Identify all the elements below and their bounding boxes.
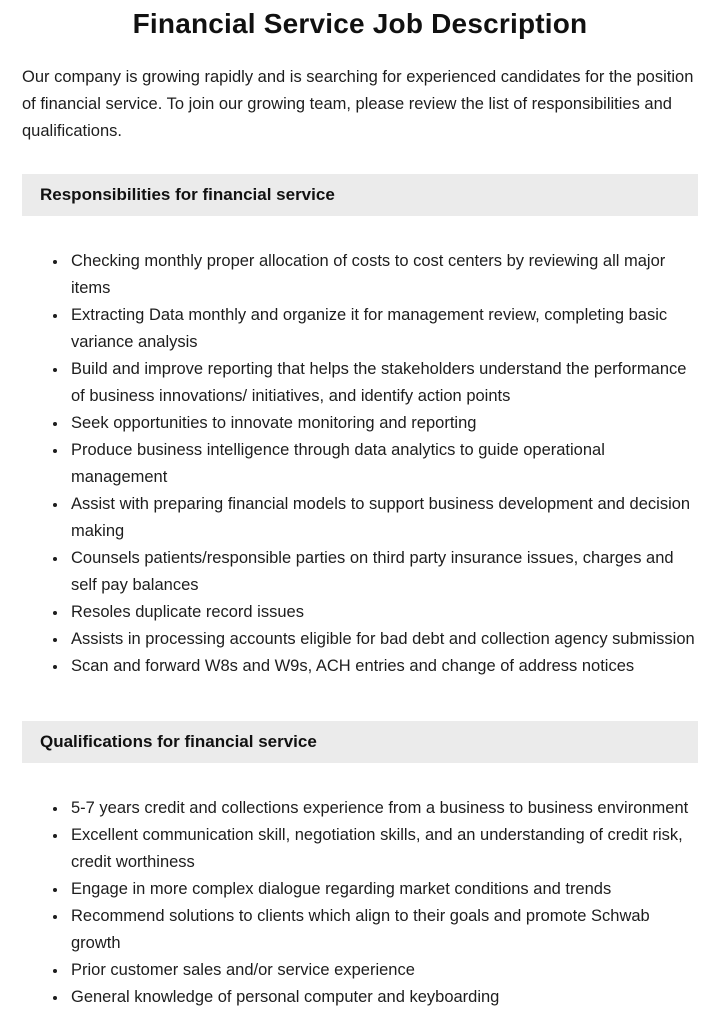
responsibility-item: • Seek opportunities to innovate monitoring and reporting	[68, 410, 698, 437]
responsibility-item: • Assist with preparing financial models to support business development and decision making	[68, 491, 698, 545]
section-heading-responsibilities: Responsibilities for financial service	[22, 174, 698, 216]
qualifications-list	[22, 783, 698, 1023]
responsibility-item: • Produce business intelligence through data analytics to guide operational management	[68, 437, 698, 491]
section-heading-qualifications: Qualifications for financial service	[22, 721, 698, 763]
responsibility-item: • Assists in processing accounts eligible for bad debt and collection agency submission	[68, 626, 698, 653]
responsibility-item: • Build and improve reporting that helps the stakeholders understand the performance of business innovations/ initiatives, and identify action points	[68, 356, 698, 410]
qualification-item: • Prior customer sales and/or service experience	[68, 957, 698, 984]
qualification-item: • Recommend solutions to clients which align to their goals and promote Schwab growth	[68, 903, 698, 957]
qualification-item: • Excellent communication skill, negotiation skills, and an understanding of credit risk, credit worthiness	[68, 822, 698, 876]
page-title: Financial Service Job Description	[132, 8, 588, 39]
responsibility-item: • Scan and forward W8s and W9s, ACH entries and change of address notices	[68, 653, 698, 680]
responsibility-item: • Resoles duplicate record issues	[68, 599, 698, 626]
responsibility-item: • Checking monthly proper allocation of costs to cost centers by reviewing all major items	[68, 248, 698, 302]
qualification-item: • General knowledge of personal computer and keyboarding	[68, 984, 698, 1011]
responsibility-item: • Extracting Data monthly and organize it for management review, completing basic variance analysis	[68, 302, 698, 356]
qualification-item: • Engage in more complex dialogue regarding market conditions and trends	[68, 876, 698, 903]
intro-paragraph: Our company is growing rapidly and is searching for experienced candidates for the position of financial service. To join our growing team, please review the list of responsibilities and qualifications.	[22, 68, 694, 140]
qualification-item: • 5-7 years credit and collections experience from a business to business environment	[68, 795, 698, 822]
responsibilities-list	[22, 236, 698, 692]
responsibility-item: • Counsels patients/responsible parties on third party insurance issues, charges and self pay balances	[68, 545, 698, 599]
